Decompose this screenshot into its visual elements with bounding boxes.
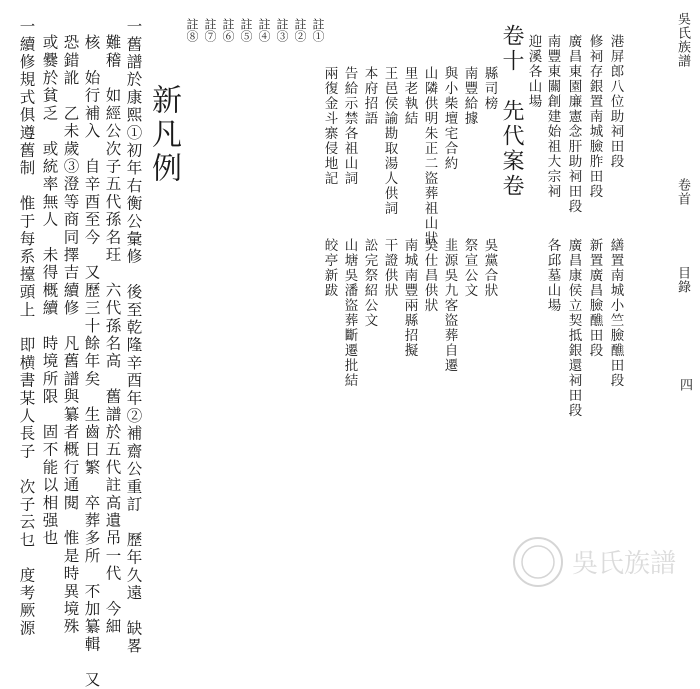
case-entry: 山隣供明朱正二盜葬祖山狀 bbox=[421, 66, 438, 246]
footnote-marker: 註⑦ bbox=[203, 18, 217, 42]
case-entry: 吳仕昌供狀 bbox=[421, 238, 438, 313]
case-entry: 韭源吳九客盜葬自遷 bbox=[441, 238, 458, 373]
case-entry: 與小柴壇宅合約 bbox=[441, 66, 458, 171]
watermark-text: 吳氏族譜 bbox=[572, 549, 677, 579]
toc-entry: 修祠存銀置南城臉胙田段 bbox=[586, 34, 603, 199]
chapter-title: 卷十 先代案卷 bbox=[499, 24, 524, 199]
section-title: 新凡例 bbox=[146, 84, 181, 186]
case-entry: 訟完祭紹公文 bbox=[361, 238, 378, 328]
footnote-marker: 註① bbox=[311, 18, 325, 42]
body-column: 一舊譜於康熙①初年右衡公彙修 後至乾隆辛酉年②補齋公重訂 歷年久遠 缺畧 bbox=[124, 18, 143, 656]
case-entry: 皎亭新跋 bbox=[321, 238, 338, 298]
case-entry: 王邑侯諭勘取湯人供詞 bbox=[381, 66, 398, 216]
body-column: 核 始行補入 自辛酉至今 又歷三十餘年矣 生齒日繁 卒葬多所 不加纂輯 又 bbox=[82, 34, 101, 689]
case-entry: 吳黨合狀 bbox=[481, 238, 498, 298]
toc-entry: 港屏郎八位助祠田段 bbox=[607, 34, 624, 169]
footnote-marker: 註⑤ bbox=[239, 18, 253, 42]
watermark-seal bbox=[500, 522, 700, 602]
book-title: 吳氏族譜 bbox=[675, 12, 690, 68]
case-entry: 山塘吳潘盜葬斷遷批結 bbox=[341, 238, 358, 388]
body-column: 一續修規式俱遵舊制 惟于每系擡頭上 即横書某人長子 次子云乜 度考厥源 bbox=[17, 18, 36, 638]
toc-entry: 南豐東關創建始祖大宗祠 bbox=[544, 34, 561, 199]
toc-entry: 新置廣昌臉醮田段 bbox=[586, 238, 603, 358]
case-entry: 里老執結 bbox=[401, 66, 418, 126]
case-entry: 兩復金斗寨侵地記 bbox=[321, 66, 338, 186]
toc-entry: 各邱墓山場 bbox=[544, 238, 561, 313]
footnote-marker: 註⑧ bbox=[185, 18, 199, 42]
body-column: 或爨於貧乏 或統率無人 未得概續 時境所限 固不能以相强也 bbox=[40, 34, 59, 548]
case-entry: 南豐給據 bbox=[461, 66, 478, 126]
toc-entry: 繕置南城小竺臉醮田段 bbox=[607, 238, 624, 388]
case-entry: 本府招語 bbox=[361, 66, 378, 126]
footnote-marker: 註② bbox=[293, 18, 307, 42]
case-entry: 告給示禁各祖山詞 bbox=[341, 66, 358, 186]
seal-circle-icon bbox=[514, 538, 562, 586]
footnote-marker: 註③ bbox=[275, 18, 289, 42]
page-number: 四 bbox=[677, 378, 692, 392]
toc-entry: 廣昌康侯立契抵銀還祠田段 bbox=[565, 238, 582, 418]
footnote-marker: 註④ bbox=[257, 18, 271, 42]
section-label: 目錄 bbox=[675, 266, 690, 294]
body-column: 難稽 如經公次子五代孫名玨 六代孫名高 舊譜於五代註高遺吊一代 今細 bbox=[103, 34, 122, 636]
toc-entry: 廣昌東園廉憲念肝助祠田段 bbox=[565, 34, 582, 214]
case-entry: 南城南豐兩縣招擬 bbox=[401, 238, 418, 358]
case-entry: 干證供狀 bbox=[381, 238, 398, 298]
volume-label: 卷首 bbox=[675, 178, 690, 206]
body-column: 恐錯訛 乙未歲③澄等商同擇吉續修 凡舊譜與纂者概行通閱 惟是時異境殊 bbox=[61, 34, 80, 636]
case-entry: 縣司榜 bbox=[481, 66, 498, 111]
footnote-marker: 註⑥ bbox=[221, 18, 235, 42]
case-entry: 祭宣公文 bbox=[461, 238, 478, 298]
toc-entry: 迎溪各山場 bbox=[525, 34, 542, 109]
